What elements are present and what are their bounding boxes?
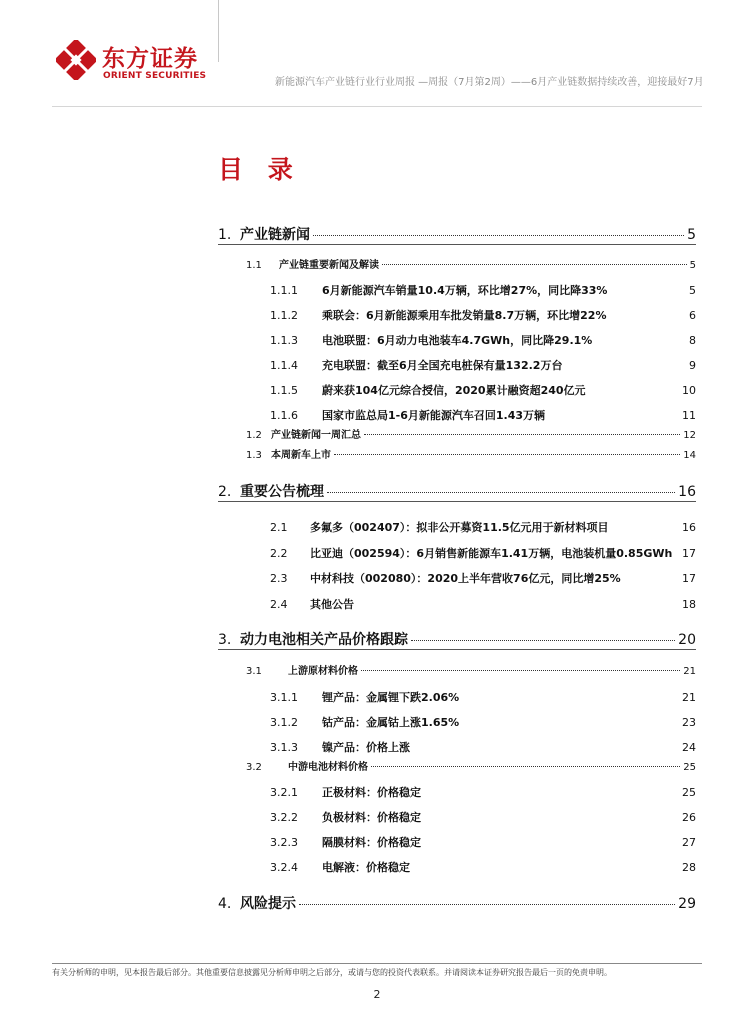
- toc-entry-number: 3.2.1: [270, 786, 298, 799]
- toc-leader-dots: [334, 454, 680, 455]
- toc-entry[interactable]: [270, 382, 696, 398]
- brand-name-cn: 东方证券: [102, 46, 198, 72]
- toc-entry[interactable]: [270, 357, 696, 373]
- toc-entry-title: 国家市监总局1-6月新能源汽车召回1.43万辆: [322, 409, 546, 422]
- toc-entry-number: 1.1.2: [270, 309, 298, 322]
- toc-entry-number: 2.: [218, 484, 232, 500]
- brand-name-en: ORIENT SECURITIES: [103, 71, 207, 81]
- toc-leader-dots: [411, 640, 675, 641]
- toc-entry-page: 23: [682, 716, 696, 729]
- toc-entry-page: 6: [689, 309, 696, 322]
- toc-entry-title: 钴产品：金属钴上涨1.65%: [322, 716, 460, 729]
- toc-entry-page: 12: [683, 430, 696, 441]
- toc-entry-number: 1.1.6: [270, 409, 298, 422]
- toc-entry-number: 3.1.3: [270, 741, 298, 754]
- toc-entry[interactable]: [270, 809, 696, 825]
- toc-entry-title: 产业链新闻: [240, 227, 310, 243]
- toc-entry-page: 25: [682, 786, 696, 799]
- toc-entry-page: 11: [682, 409, 696, 422]
- toc-leader-dots: [371, 766, 680, 767]
- toc-entry[interactable]: [270, 519, 696, 535]
- toc-entry[interactable]: [270, 739, 696, 755]
- toc-entry-title: 锂产品：金属锂下跌2.06%: [322, 691, 460, 704]
- section-divider: [218, 501, 696, 502]
- toc-leader-dots: [382, 264, 687, 265]
- toc-entry-number: 4.: [218, 896, 232, 912]
- toc-entry-title: 乘联会：6月新能源乘用车批发销量8.7万辆，环比增22%: [322, 309, 607, 322]
- toc-entry[interactable]: [270, 545, 696, 561]
- toc-entry-page: 17: [682, 547, 696, 560]
- toc-entry-title: 电解液：价格稳定: [322, 861, 410, 874]
- toc-entry-page: 17: [682, 572, 696, 585]
- toc-entry[interactable]: [270, 307, 696, 323]
- toc-entry-title: 风险提示: [240, 896, 296, 912]
- toc-entry[interactable]: [218, 893, 696, 913]
- toc-entry-title: 多氟多（002407）：拟非公开募资11.5亿元用于新材料项目: [310, 521, 609, 534]
- toc-entry[interactable]: [270, 714, 696, 730]
- toc-entry-title: 动力电池相关产品价格跟踪: [240, 632, 408, 648]
- toc-entry-title: 中游电池材料价格: [288, 762, 368, 773]
- toc-entry-title: 产业链新闻一周汇总: [271, 430, 361, 441]
- toc-entry-title: 蔚来获104亿元综合授信，2020累计融资超240亿元: [322, 384, 586, 397]
- toc-entry-number: 1.1.4: [270, 359, 298, 372]
- toc-entry[interactable]: [270, 407, 696, 423]
- toc-entry-number: 1.2: [246, 430, 262, 441]
- toc-entry[interactable]: [270, 596, 696, 612]
- toc-entry-number: 1.1.5: [270, 384, 298, 397]
- toc-entry-number: 1.3: [246, 450, 262, 461]
- toc-entry-page: 9: [689, 359, 696, 372]
- toc-entry-title: 充电联盟：截至6月全国充电桩保有量132.2万台: [322, 359, 563, 372]
- toc-title: 目 录: [218, 155, 301, 184]
- toc-entry-title: 中材科技（002080）：2020上半年营收76亿元，同比增25%: [310, 572, 621, 585]
- toc-leader-dots: [364, 434, 680, 435]
- toc-entry-number: 3.2.2: [270, 811, 298, 824]
- toc-entry-title: 产业链重要新闻及解读: [279, 260, 379, 271]
- toc-entry-number: 3.1.2: [270, 716, 298, 729]
- toc-entry-number: 3.2.4: [270, 861, 298, 874]
- toc-entry-number: 3.1.1: [270, 691, 298, 704]
- toc-entry-title: 电池联盟：6月动力电池装车4.7GWh，同比降29.1%: [322, 334, 593, 347]
- toc-entry-number: 3.1: [246, 666, 262, 677]
- toc-entry-page: 25: [683, 762, 696, 773]
- toc-entry-number: 2.4: [270, 598, 288, 611]
- toc-entry[interactable]: [270, 570, 696, 586]
- toc-entry[interactable]: [246, 256, 696, 271]
- toc-entry-page: 29: [678, 896, 696, 912]
- toc-entry[interactable]: [270, 282, 696, 298]
- toc-entry-title: 隔膜材料：价格稳定: [322, 836, 421, 849]
- toc-entry-title: 6月新能源汽车销量10.4万辆，环比增27%，同比降33%: [322, 284, 608, 297]
- toc-entry-number: 2.3: [270, 572, 288, 585]
- toc-entry[interactable]: [270, 834, 696, 850]
- toc-entry-page: 26: [682, 811, 696, 824]
- toc-entry-page: 5: [687, 227, 696, 243]
- header-divider: [52, 106, 702, 107]
- toc-entry[interactable]: [218, 481, 696, 501]
- toc-entry-title: 本周新车上市: [271, 450, 331, 461]
- toc-entry[interactable]: [218, 629, 696, 649]
- toc-entry-number: 1.1.3: [270, 334, 298, 347]
- footer-divider: [52, 963, 702, 964]
- toc-entry[interactable]: [218, 224, 696, 244]
- toc-entry[interactable]: [270, 689, 696, 705]
- toc-entry-number: 2.2: [270, 547, 288, 560]
- toc-entry-title: 镍产品：价格上涨: [322, 741, 410, 754]
- toc-entry-page: 14: [683, 450, 696, 461]
- toc-entry[interactable]: [246, 426, 696, 441]
- toc-entry-number: 2.1: [270, 521, 288, 534]
- toc-entry-number: 3.2: [246, 762, 262, 773]
- toc-entry-page: 5: [689, 260, 696, 271]
- toc-entry-title: 上游原材料价格: [288, 666, 358, 677]
- section-divider: [218, 244, 696, 245]
- toc-entry-page: 27: [682, 836, 696, 849]
- toc-entry-page: 20: [678, 632, 696, 648]
- company-logo: [56, 38, 226, 88]
- toc-entry-title: 重要公告梳理: [240, 484, 324, 500]
- toc-entry-page: 24: [682, 741, 696, 754]
- toc-entry-number: 3.2.3: [270, 836, 298, 849]
- toc-entry-page: 21: [683, 666, 696, 677]
- page-number: 2: [373, 988, 381, 1001]
- toc-entry[interactable]: [270, 859, 696, 875]
- footer-disclaimer: 有关分析师的申明，见本报告最后部分。其他重要信息披露见分析师申明之后部分，或请与您的投资代表联系。并请阅读本证券研究报告最后一页的免责申明。: [52, 968, 612, 977]
- logo-mark-icon: [56, 40, 96, 80]
- toc-entry[interactable]: [270, 784, 696, 800]
- toc-leader-dots: [327, 492, 675, 493]
- toc-entry-page: 8: [689, 334, 696, 347]
- report-header-title: 新能源汽车产业链行业行业周报 —周报（7月第2周）——6月产业链数据持续改善，迎接最好7月: [275, 77, 704, 88]
- toc-entry-number: 1.1: [246, 260, 262, 271]
- toc-leader-dots: [313, 235, 684, 236]
- toc-entry[interactable]: [246, 662, 696, 677]
- toc-entry-number: 1.1.1: [270, 284, 298, 297]
- toc-entry-title: 其他公告: [310, 598, 354, 611]
- toc-entry-page: 28: [682, 861, 696, 874]
- toc-entry-page: 5: [689, 284, 696, 297]
- toc-entry-number: 1.: [218, 227, 232, 243]
- toc-entry-page: 10: [682, 384, 696, 397]
- section-divider: [218, 649, 696, 650]
- toc-entry-title: 比亚迪（002594）：6月销售新能源车1.41万辆，电池装机量0.85GWh: [310, 547, 673, 560]
- toc-leader-dots: [361, 670, 680, 671]
- toc-leader-dots: [299, 904, 675, 905]
- toc-entry[interactable]: [270, 332, 696, 348]
- toc-entry-title: 正极材料：价格稳定: [322, 786, 421, 799]
- toc-entry-title: 负极材料：价格稳定: [322, 811, 421, 824]
- toc-entry-number: 3.: [218, 632, 232, 648]
- toc-entry[interactable]: [246, 446, 696, 461]
- toc-entry-page: 21: [682, 691, 696, 704]
- toc-entry-page: 18: [682, 598, 696, 611]
- toc-entry-page: 16: [678, 484, 696, 500]
- toc-entry[interactable]: [246, 758, 696, 773]
- header-vertical-rule: [218, 0, 219, 62]
- toc-entry-page: 16: [682, 521, 696, 534]
